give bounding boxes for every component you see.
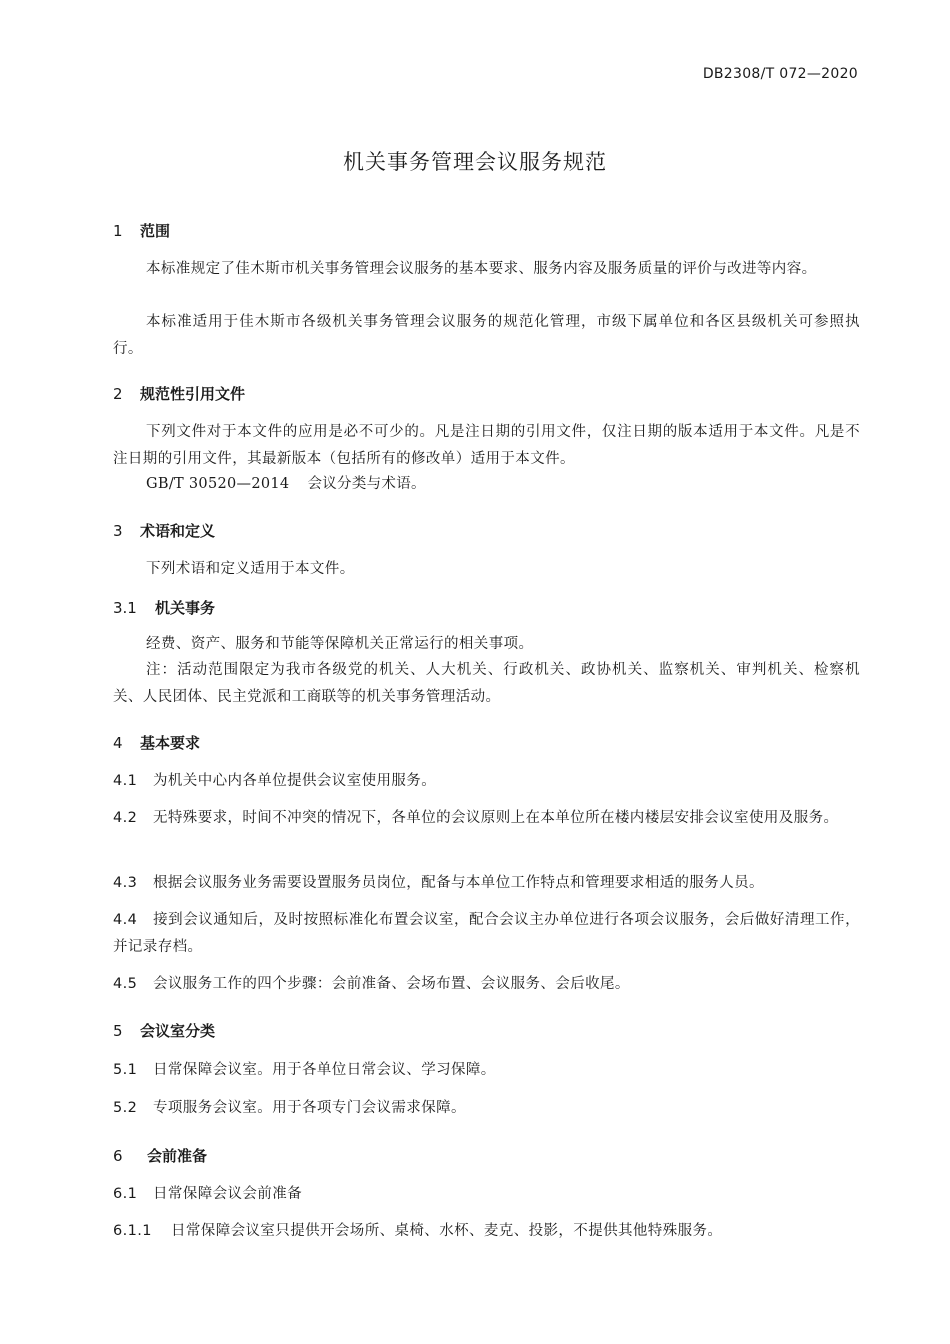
document-code: DB2308/T 072—2020 (702, 66, 858, 82)
clause-text: 为机关中心内各单位提供会议室使用服务。 (153, 773, 437, 789)
subsection-3-1-heading (113, 597, 860, 618)
clause-text: 无特殊要求，时间不冲突的情况下，各单位的会议原则上在本单位所在楼内楼层安排会议室使用及服务。 (153, 810, 839, 826)
clause-number: 4.2 (113, 810, 138, 826)
term-note: 注：活动范围限定为我市各级党的机关、人大机关、行政机关、政协机关、监察机关、审判机关、检察机关、人民团体、民主党派和工商联等的机关事务管理活动。 (113, 662, 860, 705)
section-title: 会议室分类 (140, 1022, 216, 1040)
subsection-title: 机关事务 (155, 599, 216, 617)
subsection-number: 3.1 (113, 599, 137, 617)
clause-number: 4.5 (113, 976, 138, 992)
clause-text: 日常保障会议会前准备 (153, 1186, 302, 1202)
document-title: 机关事务管理会议服务规范 (343, 150, 607, 174)
clause-text: 日常保障会议室。用于各单位日常会议、学习保障。 (153, 1062, 496, 1078)
term-definition: 经费、资产、服务和节能等保障机关正常运行的相关事项。 (146, 636, 534, 652)
clause-4-2 (113, 805, 860, 832)
reference-title: 会议分类与术语。 (307, 476, 426, 492)
section-2-heading (113, 383, 860, 404)
section-2-paragraph-1: 下列文件对于本文件的应用是必不可少的。凡是注日期的引用文件，仅注日期的版本适用于本文件。凡是不注日期的引用文件，其最新版本（包括所有的修改单）适用于本文件。 (113, 424, 860, 467)
section-1-heading (113, 220, 860, 241)
clause-text: 日常保障会议室只提供开会场所、桌椅、水杯、麦克、投影，不提供其他特殊服务。 (171, 1223, 723, 1239)
section-6-heading (113, 1145, 860, 1166)
section-title: 范围 (140, 222, 171, 240)
section-5-heading (113, 1020, 860, 1041)
section-number: 5 (113, 1022, 123, 1040)
reference-code: GB/T 30520—2014 (146, 476, 290, 492)
section-3-paragraph-1: 下列术语和定义适用于本文件。 (146, 561, 355, 577)
clause-number: 6.1.1 (113, 1223, 152, 1239)
section-4-heading (113, 732, 860, 753)
clause-4-1 (113, 768, 860, 795)
clause-6-1-1 (113, 1218, 860, 1245)
section-title: 基本要求 (140, 734, 201, 752)
clause-4-4 (113, 907, 860, 961)
section-number: 4 (113, 734, 123, 752)
clause-text: 会议服务工作的四个步骤：会前准备、会场布置、会议服务、会后收尾。 (153, 976, 630, 992)
clause-4-5 (113, 971, 860, 998)
normative-reference (113, 471, 893, 498)
clause-number: 4.3 (113, 875, 138, 891)
clause-number: 5.1 (113, 1062, 138, 1078)
clause-number: 4.4 (113, 912, 138, 928)
clause-5-2 (113, 1095, 860, 1122)
section-number: 3 (113, 522, 123, 540)
section-1-paragraph-1: 本标准规定了佳木斯市机关事务管理会议服务的基本要求、服务内容及服务质量的评价与改进等内容。 (146, 261, 817, 277)
section-title: 规范性引用文件 (140, 385, 246, 403)
section-title: 会前准备 (147, 1147, 208, 1165)
section-1-paragraph-2: 本标准适用于佳木斯市各级机关事务管理会议服务的规范化管理，市级下属单位和各区县级机关可参照执行。 (113, 314, 860, 357)
clause-4-3 (113, 870, 860, 897)
clause-number: 5.2 (113, 1100, 138, 1116)
section-number: 1 (113, 222, 123, 240)
section-number: 2 (113, 385, 123, 403)
clause-text: 专项服务会议室。用于各项专门会议需求保障。 (153, 1100, 466, 1116)
clause-6-1 (113, 1181, 860, 1208)
section-title: 术语和定义 (140, 522, 216, 540)
clause-5-1 (113, 1057, 860, 1084)
clause-text: 接到会议通知后，及时按照标准化布置会议室，配合会议主办单位进行各项会议服务，会后做好清理工作，并记录存档。 (113, 912, 860, 955)
clause-number: 6.1 (113, 1186, 138, 1202)
section-number: 6 (113, 1147, 123, 1165)
clause-text: 根据会议服务业务需要设置服务员岗位，配备与本单位工作特点和管理要求相适的服务人员。 (153, 875, 764, 891)
section-3-heading (113, 520, 860, 541)
clause-number: 4.1 (113, 773, 138, 789)
